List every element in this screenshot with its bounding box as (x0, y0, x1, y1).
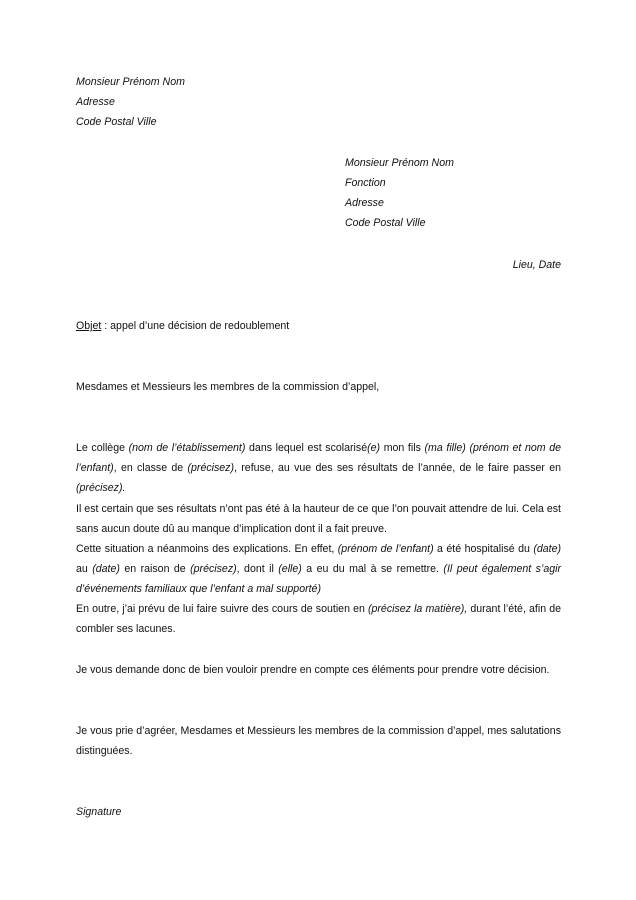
subject-line (76, 316, 289, 336)
signature: Signature (76, 806, 122, 818)
place-date: Lieu, Date (512, 259, 561, 271)
sender-city: Code Postal Ville (76, 116, 157, 128)
recipient-city: Code Postal Ville (345, 217, 426, 229)
recipient-function: Fonction (345, 177, 386, 189)
recipient-address: Adresse (345, 197, 384, 209)
paragraph-2: Il est certain que ses résultats n’ont pas été à la hauteur de ce que l’on pouvait attendre de lui. Cela est sans aucun doute dû au manque d’implication dont il a fait preuve. (76, 503, 561, 535)
sender-address: Adresse (76, 96, 115, 108)
recipient-name: Monsieur Prénom Nom (345, 157, 454, 169)
recipient-block (345, 153, 454, 233)
paragraph-4: En outre, j’ai prévu de lui faire suivre des cours de soutien en (précisez la matière), durant l’été, afin de combler ses lacunes. (76, 603, 561, 635)
paragraph-1: Le collège (nom de l’établissement) dans lequel est scolarisé(e) mon fils (ma fille) (prénom et nom de l’enfant), en classe de (précisez), refuse, au vue des ses résultats de l’année, de le faire passer en (précisez). (76, 442, 562, 494)
sender-name: Monsieur Prénom Nom (76, 76, 185, 88)
paragraph-3: Cette situation a néanmoins des explications. En effet, (prénom de l’enfant) a été hospitalisé du (date) au (date) en raison de (précisez), dont il (elle) a eu du mal à se remettre. (Il peut également s’agir d’événements familiaux que l’enfant a mal supporté) (76, 543, 561, 595)
paragraph-5: Je vous demande donc de bien vouloir prendre en compte ces éléments pour prendre votre décision. (76, 664, 550, 676)
closing-paragraph: Je vous prie d’agréer, Mesdames et Messieurs les membres de la commission d’appel, mes salutations distinguées. (76, 725, 561, 757)
subject-text: : appel d’une décision de redoublement (101, 320, 290, 332)
salutation: Mesdames et Messieurs les membres de la commission d’appel, (76, 381, 380, 393)
subject-label: Objet (76, 320, 102, 332)
sender-block (76, 72, 185, 132)
